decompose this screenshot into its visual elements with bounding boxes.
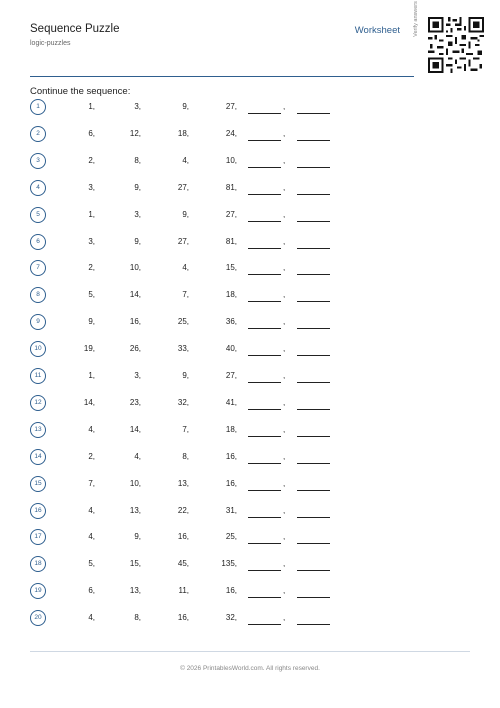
answer-blank[interactable] [248, 194, 281, 195]
question-number: 12 [30, 395, 46, 411]
answer-blank[interactable] [248, 248, 281, 249]
sequence-row [0, 556, 500, 574]
sequence-row [0, 368, 500, 386]
question-number: 15 [30, 476, 46, 492]
separator-comma: , [283, 505, 286, 515]
sequence-term: 6, [88, 586, 95, 596]
question-number: 10 [30, 341, 46, 357]
sequence-term: 9, [134, 236, 141, 246]
sequence-term: 27, [225, 209, 237, 219]
sequence-term: 13, [129, 586, 141, 596]
sequence-term: 10, [225, 155, 237, 165]
sequence-row [0, 476, 500, 494]
answer-blank[interactable] [297, 113, 330, 114]
sequence-row [0, 583, 500, 601]
answer-blank[interactable] [297, 194, 330, 195]
footer-divider [30, 651, 470, 652]
sequence-term: 9, [134, 532, 141, 542]
sequence-term: 16, [177, 532, 189, 542]
question-number: 2 [30, 126, 46, 142]
sequence-term: 40, [225, 344, 237, 354]
separator-comma: , [283, 209, 286, 219]
sequence-term: 27, [225, 102, 237, 111]
answer-blank[interactable] [297, 140, 330, 141]
instruction-text: Continue the sequence: [30, 86, 131, 97]
sequence-term: 16, [129, 317, 141, 327]
sequence-term: 26, [129, 344, 141, 354]
answer-blank[interactable] [297, 517, 330, 518]
sequence-term: 8, [182, 451, 189, 461]
sequence-row [0, 99, 500, 117]
sequence-row [0, 153, 500, 171]
separator-comma: , [283, 317, 286, 327]
question-number: 18 [30, 556, 46, 572]
sequence-term: 7, [182, 290, 189, 300]
sequence-term: 32, [225, 613, 237, 623]
sequence-term: 1, [88, 209, 95, 219]
sequence-term: 3, [134, 209, 141, 219]
sequence-term: 81, [225, 182, 237, 192]
question-number: 1 [30, 99, 46, 115]
sequence-term: 18, [225, 290, 237, 300]
answer-blank[interactable] [248, 517, 281, 518]
sequence-term: 2, [88, 263, 95, 273]
separator-comma: , [283, 586, 286, 596]
sequence-row [0, 126, 500, 144]
separator-comma: , [283, 263, 286, 273]
separator-comma: , [283, 451, 286, 461]
answer-blank[interactable] [248, 113, 281, 114]
question-number: 4 [30, 180, 46, 196]
answer-blank[interactable] [297, 436, 330, 437]
sequence-row [0, 260, 500, 278]
sequence-term: 16, [177, 613, 189, 623]
answer-blank[interactable] [297, 382, 330, 383]
sequence-term: 27, [177, 236, 189, 246]
answer-blank[interactable] [297, 221, 330, 222]
question-number: 9 [30, 314, 46, 330]
sequence-term: 9, [134, 182, 141, 192]
separator-comma: , [283, 182, 286, 192]
sequence-term: 15, [129, 559, 141, 569]
sequence-term: 2, [88, 451, 95, 461]
sequence-term: 18, [177, 128, 189, 138]
sequence-term: 4, [88, 613, 95, 623]
answer-blank[interactable] [297, 624, 330, 625]
sequence-term: 135, [221, 559, 237, 569]
answer-blank[interactable] [297, 490, 330, 491]
answer-blank[interactable] [297, 463, 330, 464]
separator-comma: , [283, 397, 286, 407]
answer-blank[interactable] [297, 301, 330, 302]
answer-blank[interactable] [248, 490, 281, 491]
sequence-term: 3, [88, 236, 95, 246]
sequence-term: 2, [88, 155, 95, 165]
answer-blank[interactable] [248, 463, 281, 464]
sequence-row [0, 341, 500, 359]
sequence-term: 32, [177, 397, 189, 407]
separator-comma: , [283, 102, 286, 111]
question-number: 8 [30, 287, 46, 303]
sequence-term: 15, [225, 263, 237, 273]
separator-comma: , [283, 290, 286, 300]
sequence-term: 7, [182, 424, 189, 434]
sequence-row [0, 234, 500, 252]
question-number: 7 [30, 260, 46, 276]
separator-comma: , [283, 236, 286, 246]
separator-comma: , [283, 371, 286, 380]
question-number: 20 [30, 610, 46, 626]
question-number: 13 [30, 422, 46, 438]
sequence-term: 9, [182, 371, 189, 380]
sequence-term: 8, [134, 613, 141, 623]
sequence-term: 14, [83, 397, 95, 407]
separator-comma: , [283, 532, 286, 542]
sequence-row [0, 395, 500, 413]
sequence-term: 4, [88, 532, 95, 542]
sequence-term: 4, [182, 263, 189, 273]
answer-blank[interactable] [297, 328, 330, 329]
answer-blank[interactable] [248, 221, 281, 222]
answer-blank[interactable] [248, 624, 281, 625]
sequence-term: 1, [88, 371, 95, 380]
sequence-term: 12, [129, 128, 141, 138]
sequence-term: 8, [134, 155, 141, 165]
sequence-term: 11, [178, 586, 189, 596]
sequence-term: 45, [177, 559, 189, 569]
sequence-term: 9, [182, 102, 189, 111]
sequence-row [0, 449, 500, 467]
sequence-term: 1, [88, 102, 95, 111]
answer-blank[interactable] [248, 328, 281, 329]
sequence-row [0, 503, 500, 521]
question-number: 16 [30, 503, 46, 519]
sequence-term: 9, [88, 317, 95, 327]
answer-blank[interactable] [297, 167, 330, 168]
sequence-term: 19, [83, 344, 95, 354]
copyright-footer: © 2026 PrintablesWorld.com. All rights reserved. [180, 665, 320, 672]
sequence-term: 3, [134, 371, 141, 380]
sequence-term: 16, [225, 586, 237, 596]
qr-code-icon[interactable] [428, 17, 484, 73]
verify-answers-label: Verify answers [413, 1, 419, 37]
separator-comma: , [283, 155, 286, 165]
separator-comma: , [283, 128, 286, 138]
sequence-term: 6, [88, 128, 95, 138]
separator-comma: , [283, 478, 286, 488]
answer-blank[interactable] [248, 301, 281, 302]
worksheet-label: Worksheet [354, 25, 400, 36]
question-number: 14 [30, 449, 46, 465]
sequence-term: 41, [225, 397, 237, 407]
question-number: 17 [30, 529, 46, 545]
answer-blank[interactable] [248, 597, 281, 598]
sequence-term: 36, [225, 317, 237, 327]
sequence-term: 16, [225, 478, 237, 488]
answer-blank[interactable] [248, 436, 281, 437]
sequence-term: 4, [88, 505, 95, 515]
sequence-term: 4, [134, 451, 141, 461]
separator-comma: , [283, 424, 286, 434]
sequence-row [0, 529, 500, 547]
sequence-term: 10, [129, 263, 141, 273]
sequence-term: 25, [177, 317, 189, 327]
sequence-term: 14, [129, 290, 141, 300]
sequence-term: 13, [129, 505, 141, 515]
sequence-row [0, 207, 500, 225]
sequence-term: 16, [225, 451, 237, 461]
sequence-term: 14, [129, 424, 141, 434]
sequence-term: 33, [177, 344, 189, 354]
answer-blank[interactable] [248, 543, 281, 544]
answer-blank[interactable] [248, 140, 281, 141]
sequence-row [0, 287, 500, 305]
answer-blank[interactable] [248, 167, 281, 168]
question-number: 3 [30, 153, 46, 169]
question-number: 11 [30, 368, 46, 384]
sequence-term: 5, [88, 559, 95, 569]
sequence-term: 27, [225, 371, 237, 380]
sequence-term: 27, [177, 182, 189, 192]
answer-blank[interactable] [248, 355, 281, 356]
question-number: 6 [30, 234, 46, 250]
sequence-term: 4, [182, 155, 189, 165]
sequence-row [0, 314, 500, 332]
sequence-term: 23, [129, 397, 141, 407]
answer-blank[interactable] [297, 274, 330, 275]
separator-comma: , [283, 559, 286, 569]
sequence-term: 7, [88, 478, 95, 488]
sequence-term: 5, [88, 290, 95, 300]
sequence-row [0, 180, 500, 198]
question-number: 19 [30, 583, 46, 599]
separator-comma: , [283, 344, 286, 354]
sequence-term: 81, [225, 236, 237, 246]
answer-blank[interactable] [297, 570, 330, 571]
sequence-term: 18, [225, 424, 237, 434]
answer-blank[interactable] [297, 355, 330, 356]
sequence-term: 9, [182, 209, 189, 219]
sequence-row [0, 422, 500, 440]
sequence-term: 3, [88, 182, 95, 192]
answer-blank[interactable] [297, 597, 330, 598]
header-divider [30, 76, 414, 77]
sequence-term: 24, [225, 128, 237, 138]
page-title: Sequence Puzzle [30, 23, 120, 35]
question-number: 5 [30, 207, 46, 223]
sequence-term: 4, [88, 424, 95, 434]
sequence-term: 10, [129, 478, 141, 488]
page-subtitle: logic-puzzles [30, 40, 71, 47]
answer-blank[interactable] [248, 409, 281, 410]
answer-blank[interactable] [297, 409, 330, 410]
sequence-term: 13, [177, 478, 189, 488]
sequence-term: 3, [134, 102, 141, 111]
sequence-term: 25, [225, 532, 237, 542]
separator-comma: , [283, 613, 286, 623]
answer-blank[interactable] [248, 274, 281, 275]
sequence-row [0, 610, 500, 628]
answer-blank[interactable] [248, 382, 281, 383]
answer-blank[interactable] [297, 543, 330, 544]
answer-blank[interactable] [297, 248, 330, 249]
sequence-term: 31, [225, 505, 237, 515]
sequence-term: 22, [177, 505, 189, 515]
answer-blank[interactable] [248, 570, 281, 571]
